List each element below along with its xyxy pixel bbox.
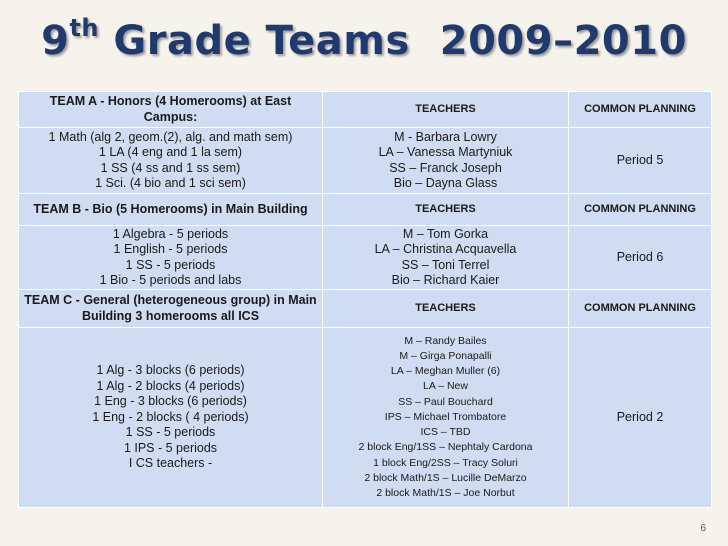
team-a-header-row [19, 92, 712, 128]
team-a-planning-label: COMMON PLANNING [569, 92, 712, 128]
team-a-courses: 1 Math (alg 2, geom.(2), alg. and math sem) 1 LA (4 eng and 1 la sem) 1 SS (4 ss and 1 ss sem) 1 Sci. (4 bio and 1 sci sem) [19, 128, 323, 194]
team-c-teachers-label: TEACHERS [323, 290, 569, 328]
team-b-period: Period 6 [569, 226, 712, 290]
team-a-period: Period 5 [569, 128, 712, 194]
team-a-teachers: M - Barbara Lowry LA – Vanessa Martyniuk SS – Franck Joseph Bio – Dayna Glass [323, 128, 569, 194]
team-c-courses: 1 Alg - 3 blocks (6 periods) 1 Alg - 2 blocks (4 periods) 1 Eng - 3 blocks (6 periods) 1 Eng - 2 blocks ( 4 periods) 1 SS - 5 periods 1 IPS - 5 periods I CS teachers - [19, 328, 323, 508]
page-title: 9th Grade Teams 2009–2010 [41, 14, 687, 64]
teams-table [18, 91, 712, 508]
team-c-row [19, 328, 712, 508]
team-c-period: Period 2 [569, 328, 712, 508]
team-b-courses: 1 Algebra - 5 periods 1 English - 5 periods 1 SS - 5 periods 1 Bio - 5 periods and labs [19, 226, 323, 290]
team-a-row [19, 128, 712, 194]
team-a-teachers-label: TEACHERS [323, 92, 569, 128]
team-b-teachers-label: TEACHERS [323, 194, 569, 226]
team-c-header-row [19, 290, 712, 328]
team-a-header: TEAM A - Honors (4 Homerooms) at East Campus: [19, 92, 323, 128]
team-b-header: TEAM B - Bio (5 Homerooms) in Main Building [19, 194, 323, 226]
team-c-header: TEAM C - General (heterogeneous group) in Main Building 3 homerooms all ICS [19, 290, 323, 328]
page-number: 6 [700, 523, 706, 534]
team-b-header-row [19, 194, 712, 226]
team-c-planning-label: COMMON PLANNING [569, 290, 712, 328]
team-b-row [19, 226, 712, 290]
team-b-teachers: M – Tom Gorka LA – Christina Acquavella SS – Toni Terrel Bio – Richard Kaier [323, 226, 569, 290]
team-c-teachers: M – Randy Bailes M – Girga Ponapalli LA – Meghan Muller (6) LA – New SS – Paul Bouchard IPS – Michael Trombatore ICS – TBD 2 block Eng/1SS – Nephtaly Cardona 1 block Eng/2SS – Tracy Soluri 2 block Math/1S – Lucille DeMarzo 2 block Math/1S – Joe Norbut [323, 328, 569, 508]
team-b-planning-label: COMMON PLANNING [569, 194, 712, 226]
